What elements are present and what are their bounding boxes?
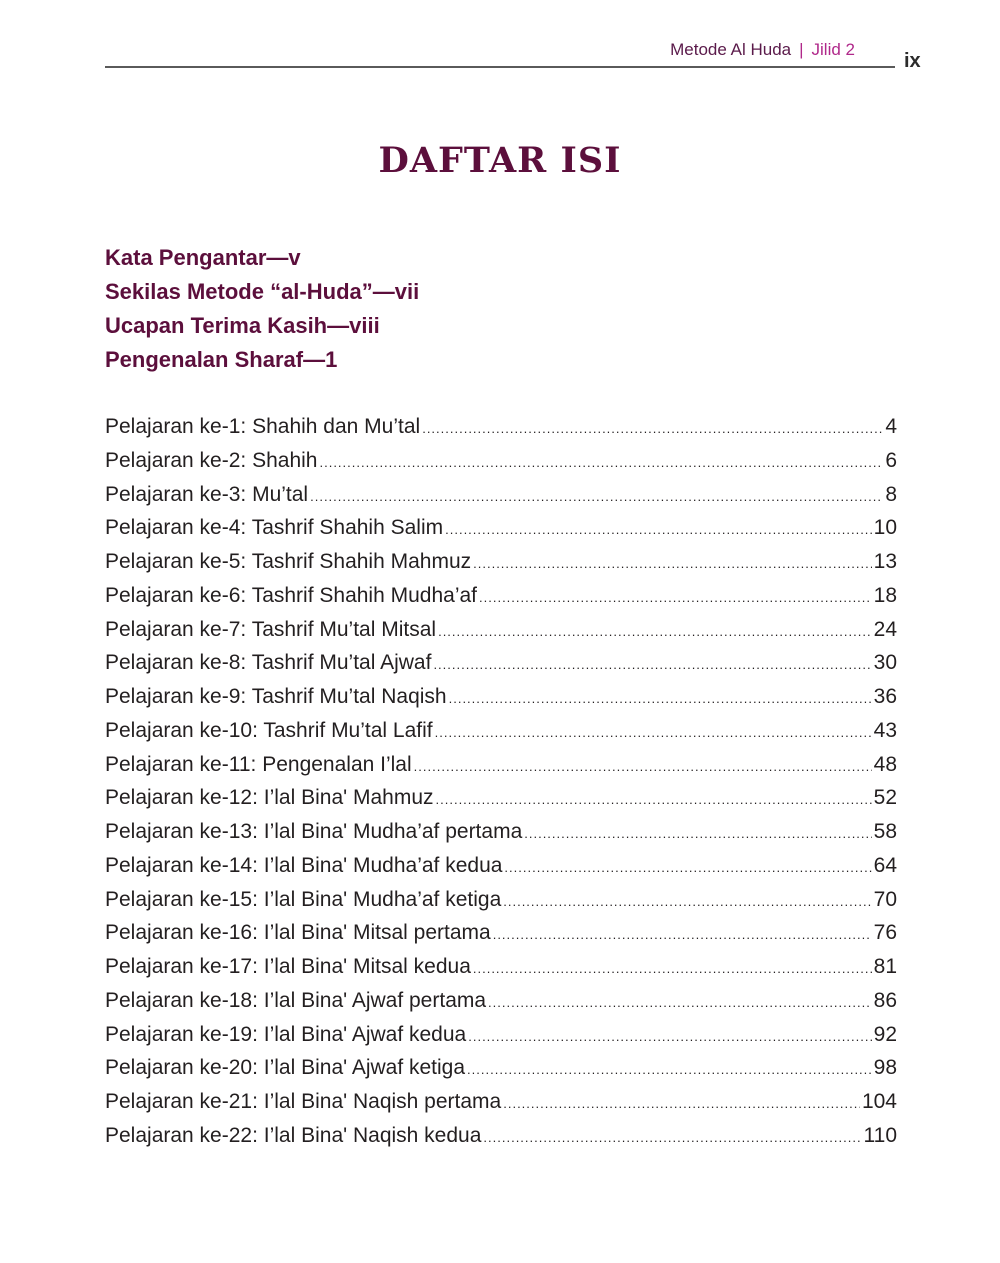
toc-entry-page: 43 bbox=[873, 718, 897, 742]
toc-entry-label: Pelajaran ke-6: Tashrif Shahih Mudha’af bbox=[105, 583, 478, 607]
toc-entry-label: Pelajaran ke-14: I’lal Bina' Mudha’af kedua bbox=[105, 853, 503, 877]
dot-leader bbox=[483, 1121, 861, 1155]
toc-entry-page: 64 bbox=[873, 853, 897, 877]
toc-entry-page: 58 bbox=[873, 820, 897, 843]
toc-entry-page: 98 bbox=[873, 1056, 897, 1080]
toc-entry-page: 13 bbox=[873, 550, 897, 573]
toc-entry-label: Pelajaran ke-11: Pengenalan I’lal bbox=[105, 752, 412, 776]
front-matter-item: Kata Pengantar—v bbox=[105, 245, 301, 270]
toc-entry-label: Pelajaran ke-17: I’lal Bina' Mitsal kedua bbox=[105, 955, 471, 978]
running-header bbox=[105, 38, 895, 68]
toc-entry-label: Pelajaran ke-10: Tashrif Mu’tal Lafif bbox=[105, 718, 433, 742]
dot-leader bbox=[435, 716, 872, 750]
toc-entry bbox=[105, 883, 897, 917]
toc-entry-label: Pelajaran ke-5: Tashrif Shahih Mahmuz bbox=[105, 550, 472, 573]
book-title: Metode Al Huda bbox=[670, 40, 792, 59]
toc-entry-page: 92 bbox=[873, 1022, 897, 1046]
toc-entry-page: 76 bbox=[873, 921, 897, 945]
toc-entry-page: 48 bbox=[873, 752, 897, 776]
toc-entry bbox=[105, 680, 897, 714]
toc-entry-label: Pelajaran ke-7: Tashrif Mu’tal Mitsal bbox=[105, 617, 437, 641]
toc-entry-label: Pelajaran ke-2: Shahih bbox=[105, 448, 318, 472]
toc-entry bbox=[105, 410, 897, 444]
toc-entry bbox=[105, 579, 897, 613]
dot-leader bbox=[310, 480, 883, 514]
page-title: DAFTAR ISI bbox=[378, 140, 622, 181]
dot-leader bbox=[445, 513, 872, 547]
toc-entry bbox=[105, 950, 897, 984]
toc-entry bbox=[105, 815, 897, 849]
dot-leader bbox=[436, 783, 872, 817]
toc-entry-page: 70 bbox=[873, 887, 897, 911]
toc-entry-label: Pelajaran ke-22: I’lal Bina' Naqish kedua bbox=[105, 1123, 482, 1147]
toc-entry bbox=[105, 748, 897, 782]
toc-entry-label: Pelajaran ke-16: I’lal Bina' Mitsal pertama bbox=[105, 921, 491, 945]
dot-leader bbox=[449, 682, 872, 716]
toc-entry-page: 110 bbox=[863, 1123, 897, 1147]
header-separator: | bbox=[799, 40, 804, 59]
toc-entry bbox=[105, 1119, 897, 1153]
toc-entry bbox=[105, 849, 897, 883]
toc-entry-page: 81 bbox=[873, 955, 897, 978]
dot-leader bbox=[319, 446, 883, 480]
dot-leader bbox=[503, 885, 871, 919]
dot-leader bbox=[504, 851, 871, 885]
toc-entry-label: Pelajaran ke-9: Tashrif Mu’tal Naqish bbox=[105, 685, 447, 708]
dot-leader bbox=[473, 952, 872, 986]
dot-leader bbox=[488, 986, 872, 1020]
toc-entry bbox=[105, 511, 897, 545]
toc-entry-label: Pelajaran ke-12: I’lal Bina' Mahmuz bbox=[105, 786, 434, 810]
toc-entry bbox=[105, 613, 897, 647]
front-matter-list bbox=[105, 241, 895, 377]
dot-leader bbox=[422, 412, 883, 446]
toc-entry-label: Pelajaran ke-13: I’lal Bina' Mudha’af pertama bbox=[105, 820, 523, 843]
toc-entry-label: Pelajaran ke-20: I’lal Bina' Ajwaf ketiga bbox=[105, 1056, 466, 1080]
toc-entry bbox=[105, 1051, 897, 1085]
dot-leader bbox=[467, 1053, 872, 1087]
toc-entry-label: Pelajaran ke-8: Tashrif Mu’tal Ajwaf bbox=[105, 651, 432, 675]
toc-entry-label: Pelajaran ke-21: I’lal Bina' Naqish pertama bbox=[105, 1090, 502, 1113]
toc-entry bbox=[105, 444, 897, 478]
toc-entry-page: 4 bbox=[885, 415, 897, 438]
toc-entry-label: Pelajaran ke-1: Shahih dan Mu’tal bbox=[105, 415, 421, 438]
dot-leader bbox=[524, 817, 871, 851]
toc-entry-label: Pelajaran ke-18: I’lal Bina' Ajwaf pertama bbox=[105, 988, 487, 1012]
toc-entry bbox=[105, 714, 897, 748]
toc-entry-page: 18 bbox=[873, 583, 897, 607]
table-of-contents bbox=[105, 410, 897, 1153]
toc-entry-label: Pelajaran ke-15: I’lal Bina' Mudha’af ketiga bbox=[105, 887, 502, 911]
front-matter-item: Ucapan Terima Kasih—viii bbox=[105, 313, 380, 338]
toc-entry-label: Pelajaran ke-4: Tashrif Shahih Salim bbox=[105, 516, 444, 540]
toc-entry bbox=[105, 478, 897, 512]
toc-entry-page: 52 bbox=[873, 786, 897, 810]
toc-entry-page: 10 bbox=[873, 516, 897, 540]
page-number: ix bbox=[904, 50, 921, 72]
header-text bbox=[670, 40, 855, 60]
toc-entry bbox=[105, 545, 897, 579]
toc-entry-label: Pelajaran ke-3: Mu’tal bbox=[105, 482, 309, 506]
dot-leader bbox=[503, 1087, 860, 1121]
dot-leader bbox=[473, 547, 872, 581]
toc-entry bbox=[105, 984, 897, 1018]
toc-entry bbox=[105, 781, 897, 815]
toc-entry bbox=[105, 1085, 897, 1119]
dot-leader bbox=[433, 648, 871, 682]
toc-entry bbox=[105, 1018, 897, 1052]
front-matter-item: Sekilas Metode “al-Huda”—vii bbox=[105, 279, 420, 304]
toc-entry-page: 36 bbox=[873, 685, 897, 708]
toc-entry-label: Pelajaran ke-19: I’lal Bina' Ajwaf kedua bbox=[105, 1022, 467, 1046]
toc-entry bbox=[105, 646, 897, 680]
volume-label: Jilid 2 bbox=[811, 40, 855, 59]
toc-entry-page: 8 bbox=[885, 482, 897, 506]
toc-entry-page: 86 bbox=[873, 988, 897, 1012]
dot-leader bbox=[414, 750, 872, 784]
dot-leader bbox=[479, 581, 872, 615]
toc-entry-page: 6 bbox=[885, 448, 897, 472]
front-matter-item: Pengenalan Sharaf—1 bbox=[105, 347, 338, 372]
toc-entry-page: 104 bbox=[861, 1090, 897, 1113]
dot-leader bbox=[493, 918, 872, 952]
toc-entry bbox=[105, 916, 897, 950]
toc-entry-page: 30 bbox=[873, 651, 897, 675]
dot-leader bbox=[438, 615, 872, 649]
dot-leader bbox=[468, 1020, 871, 1054]
toc-entry-page: 24 bbox=[873, 617, 897, 641]
